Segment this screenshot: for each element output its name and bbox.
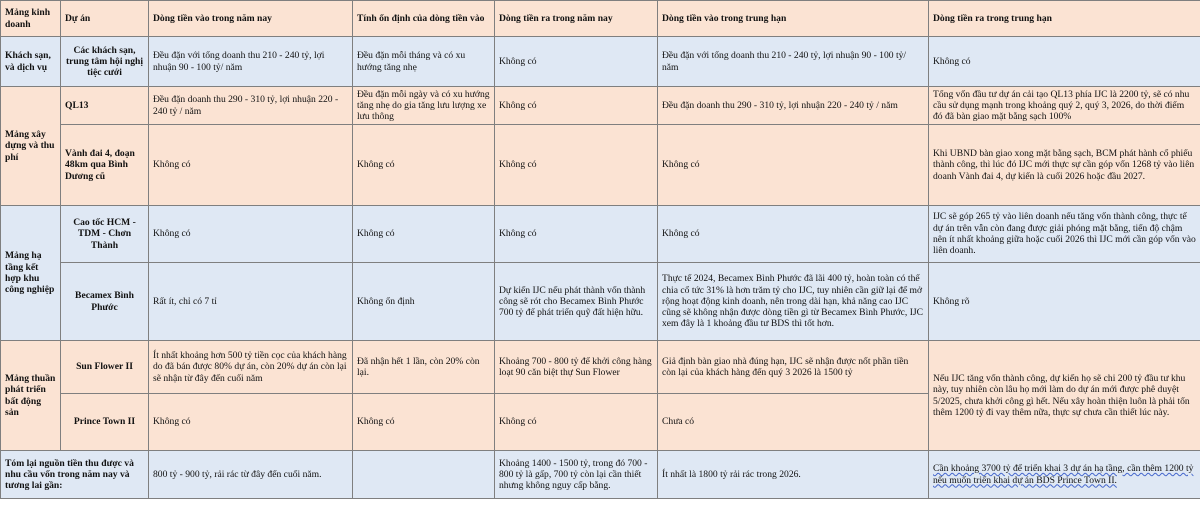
header-project: Dự án [61,1,149,37]
cell-becamex-outflow-medium: Không rõ [929,263,1200,341]
segment-hotel: Khách sạn, và dịch vụ [1,37,61,87]
cell-expressway-inflow-medium: Không có [658,206,929,263]
cell-expressway-outflow-this-year: Không có [495,206,658,263]
header-outflow-medium-term: Dòng tiền ra trong trung hạn [929,1,1200,37]
table-row-summary [1,451,1200,499]
cell-ql13-stability: Đều đặn mỗi ngày và có xu hướng tăng nhẹ do gia tăng lưu lượng xe lưu thông [353,87,495,125]
cell-expressway-stability: Không có [353,206,495,263]
cell-ring4-stability: Không có [353,125,495,206]
cell-ring4-outflow-medium: Khi UBND bàn giao xong mặt bằng sạch, BCM phát hành cổ phiếu thành công, thì lúc đó IJC mới thực sự cần góp vốn 1268 tỷ vào liên doanh Vành đai 4, dự kiến là cuối 2026 hoặc đầu 2027. [929,125,1200,206]
cell-hotel-outflow-medium: Không có [929,37,1200,87]
cell-becamex-inflow-medium: Thực tế 2024, Becamex Bình Phước đã lãi 400 tỷ, hoàn toàn có thể chia cổ tức 31% là hơn trăm tỷ cho IJC, tuy nhiên cần giữ lại để mở rộng hoạt động kinh doanh, nên trong dài hạn, khả năng cao IJC cũng sẽ không nhận được dòng tiền gì từ Becamex Bình Phước, IJC xem đây là 1 khoảng đầu tư BDS thì tốt hơn. [658,263,929,341]
project-ring4: Vành đai 4, đoạn 48km qua Bình Dương cũ [61,125,149,206]
cell-hotel-stability: Đều đặn mỗi tháng và có xu hướng tăng nhẹ [353,37,495,87]
header-inflow-medium-term: Dòng tiền vào trong trung hạn [658,1,929,37]
segment-realestate: Mảng thuần phát triển bất động sản [1,341,61,451]
cell-hotel-inflow-medium: Đều đặn với tổng doanh thu 210 - 240 tỷ, lợi nhuận 90 - 100 tỷ/ năm [658,37,929,87]
table-row-expressway [1,206,1200,263]
cell-hotel-outflow-this-year: Không có [495,37,658,87]
cell-prince-outflow-this-year: Không có [495,394,658,451]
cell-summary-inflow-this-year: 800 tỷ - 900 tỷ, rải rác từ đây đến cuối năm. [149,451,353,499]
table-row-becamex [1,263,1200,341]
header-inflow-this-year: Dòng tiền vào trong năm nay [149,1,353,37]
cell-prince-inflow-medium: Chưa có [658,394,929,451]
header-segment: Mảng kinh doanh [1,1,61,37]
project-prince: Prince Town II [61,394,149,451]
cell-summary-outflow-this-year: Khoảng 1400 - 1500 tỷ, trong đó 700 - 800 tỷ là gấp, 700 tỷ còn lại cần thiết nhưng không nguy cấp bằng. [495,451,658,499]
table-row-ql13 [1,87,1200,125]
cell-sunflower-inflow-this-year: Ít nhất khoảng hơn 500 tỷ tiền cọc của khách hàng do đã bán được 80% dự án, còn 20% dự án còn lại sẽ nhận từ đây đến cuối năm [149,341,353,394]
cell-realestate-outflow-medium: Nếu IJC tăng vốn thành công, dự kiến họ sẽ chi 200 tỷ đầu tư khu này, tuy nhiên còn lâu họ mới làm do dự án mới được phê duyệt 5/2025, chưa khởi công gì hết. Nếu xây hoàn thiện luôn là phải tốn thêm 1200 tỷ đi vay thêm nữa, thực sự chưa cần thiết lúc này. [929,341,1200,451]
cell-sunflower-outflow-this-year: Khoảng 700 - 800 tỷ để khởi công hàng loạt 90 căn biệt thự Sun Flower [495,341,658,394]
cell-ring4-inflow-this-year: Không có [149,125,353,206]
cell-summary-outflow-medium: Cần khoảng 3700 tỷ để triển khai 3 dự án hạ tầng, cần thêm 1200 tỷ nếu muốn triển khai dự án BDS Prince Town II. [929,451,1200,499]
table-row-sunflower [1,341,1200,394]
project-becamex: Becamex Bình Phước [61,263,149,341]
project-expressway: Cao tốc HCM - TDM - Chơn Thành [61,206,149,263]
project-sunflower: Sun Flower II [61,341,149,394]
cell-becamex-stability: Không ổn định [353,263,495,341]
header-inflow-stability: Tính ổn định của dòng tiền vào [353,1,495,37]
project-hotel: Các khách sạn, trung tâm hội nghị tiệc cưới [61,37,149,87]
segment-toll: Mảng xây dựng và thu phí [1,87,61,206]
project-ql13: QL13 [61,87,149,125]
cell-expressway-inflow-this-year: Không có [149,206,353,263]
cell-sunflower-inflow-medium: Giả định bàn giao nhà đúng hạn, IJC sẽ nhận được nốt phần tiền còn lại của khách hàng đến quý 3 2026 là 1500 tỷ [658,341,929,394]
segment-infra: Mảng hạ tầng kết hợp khu công nghiệp [1,206,61,341]
summary-label: Tóm lại nguồn tiền thu được và nhu cầu vốn trong năm nay và tương lai gần: [1,451,149,499]
cell-ql13-inflow-medium: Đều đặn doanh thu 290 - 310 tỷ, lợi nhuận 220 - 240 tỷ / năm [658,87,929,125]
cell-ql13-outflow-medium: Tổng vốn đầu tư dự án cải tạo QL13 phía IJC là 2200 tỷ, sẽ có nhu cầu sử dụng mạnh trong khoảng quý 2, quý 3, 2026, do thời điểm đó đã bàn giao mặt bằng sạch 100% [929,87,1200,125]
table-row-ring4 [1,125,1200,206]
header-outflow-this-year: Dòng tiền ra trong năm nay [495,1,658,37]
cell-summary-inflow-medium: Ít nhất là 1800 tỷ rải rác trong 2026. [658,451,929,499]
cell-expressway-outflow-medium: IJC sẽ góp 265 tỷ vào liên doanh nếu tăng vốn thành công, thực tế dự án trên vẫn còn đang được giải phóng mặt bằng, tiến độ chậm nên ít nhất khoảng giữa hoặc cuối 2026 thì IJC mới cần góp vốn vào liên doanh. [929,206,1200,263]
cell-ql13-inflow-this-year: Đều đặn doanh thu 290 - 310 tỷ, lợi nhuận 220 - 240 tỷ / năm [149,87,353,125]
cell-ring4-inflow-medium: Không có [658,125,929,206]
cell-hotel-inflow-this-year: Đều đặn với tổng doanh thu 210 - 240 tỷ, lợi nhuận 90 - 100 tỷ/ năm [149,37,353,87]
cell-prince-inflow-this-year: Không có [149,394,353,451]
cell-ql13-outflow-this-year: Không có [495,87,658,125]
cell-sunflower-stability: Đã nhận hết 1 lần, còn 20% còn lại. [353,341,495,394]
cell-prince-stability: Không có [353,394,495,451]
cell-becamex-outflow-this-year: Dự kiến IJC nếu phát thành vốn thành công sẽ rót cho Becamex Bình Phước 700 tỷ để phát triển quỹ đất hiện hữu. [495,263,658,341]
header-row [1,1,1200,37]
cell-becamex-inflow-this-year: Rất ít, chỉ có 7 tỉ [149,263,353,341]
cell-ring4-outflow-this-year: Không có [495,125,658,206]
cell-summary-stability [353,451,495,499]
table-row-hotel [1,37,1200,87]
